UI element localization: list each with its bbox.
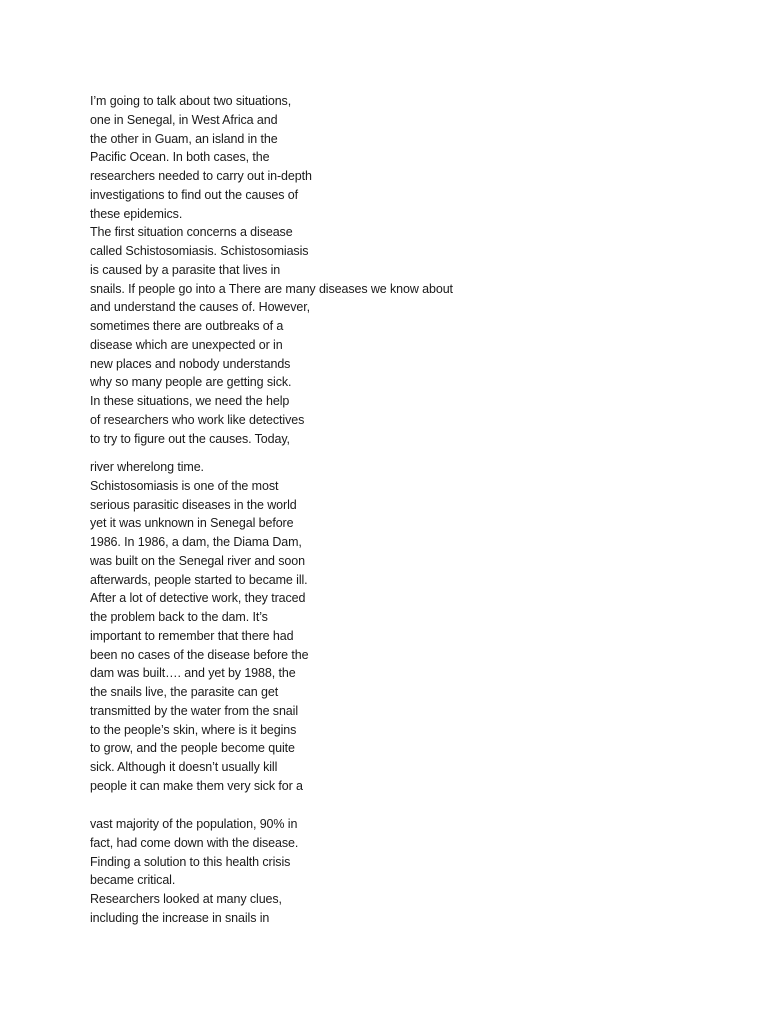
text-line: been no cases of the disease before the [90, 647, 309, 662]
text-line: Pacific Ocean. In both cases, the [90, 150, 270, 165]
text-line: serious parasitic diseases in the world [90, 497, 297, 512]
text-block-2 [90, 458, 308, 796]
text-line: afterwards, people started to became ill. [90, 572, 308, 587]
text-line: called Schistosomiasis. Schistosomiasis [90, 244, 309, 258]
text-line: The first situation concerns a disease [90, 225, 293, 240]
text-line: dam was built…. and yet by 1988, the [90, 666, 296, 681]
text-line: I’m going to talk about two situations, [90, 94, 292, 108]
text-line: vast majority of the population, 90% in [90, 817, 298, 831]
text-line: to the people’s skin, where is it begins [90, 722, 297, 737]
text-line: transmitted by the water from the snail [90, 703, 298, 718]
text-line: the other in Guam, an island in the [90, 131, 278, 146]
text-line: disease which are unexpected or in [90, 337, 283, 352]
text-line: river wherelong time. [90, 460, 204, 474]
text-line: investigations to find out the causes of [90, 187, 298, 202]
text-line: Finding a solution to this health crisis [90, 854, 291, 869]
text-line: people it can make them very sick for a [90, 778, 303, 793]
text-line: important to remember that there had [90, 628, 294, 643]
text-line: was built on the Senegal river and soon [90, 553, 305, 568]
text-line: to grow, and the people become quite [90, 741, 295, 756]
text-line: one in Senegal, in West Africa and [90, 112, 278, 127]
text-line: new places and nobody understands [90, 356, 291, 371]
text-line: 1986. In 1986, a dam, the Diama Dam, [90, 535, 302, 549]
text-line: sick. Although it doesn’t usually kill [90, 760, 278, 774]
text-line: Researchers looked at many clues, [90, 892, 282, 906]
text-line: snails. If people go into a There are many diseases we know about [90, 281, 453, 296]
text-line: the problem back to the dam. It’s [90, 610, 268, 624]
text-line: researchers needed to carry out in-depth [90, 169, 312, 183]
text-line: why so many people are getting sick. [90, 375, 292, 390]
text-line: these epidemics. [90, 206, 183, 221]
text-line: of researchers who work like detectives [90, 412, 305, 427]
text-line: yet it was unknown in Senegal before [90, 516, 294, 531]
text-line: to try to figure out the causes. Today, [90, 431, 290, 446]
text-block-3 [90, 815, 298, 928]
text-line: the snails live, the parasite can get [90, 685, 279, 699]
text-line: and understand the causes of. However, [90, 300, 310, 315]
text-line: In these situations, we need the help [90, 394, 290, 408]
text-line: became critical. [90, 873, 176, 888]
text-block-1 [90, 92, 453, 448]
text-line: After a lot of detective work, they traced [90, 591, 306, 606]
text-line: fact, had come down with the disease. [90, 835, 299, 850]
text-line: including the increase in snails in [90, 910, 270, 925]
text-line: Schistosomiasis is one of the most [90, 478, 279, 493]
text-line: is caused by a parasite that lives in [90, 262, 281, 277]
text-line: sometimes there are outbreaks of a [90, 319, 284, 333]
